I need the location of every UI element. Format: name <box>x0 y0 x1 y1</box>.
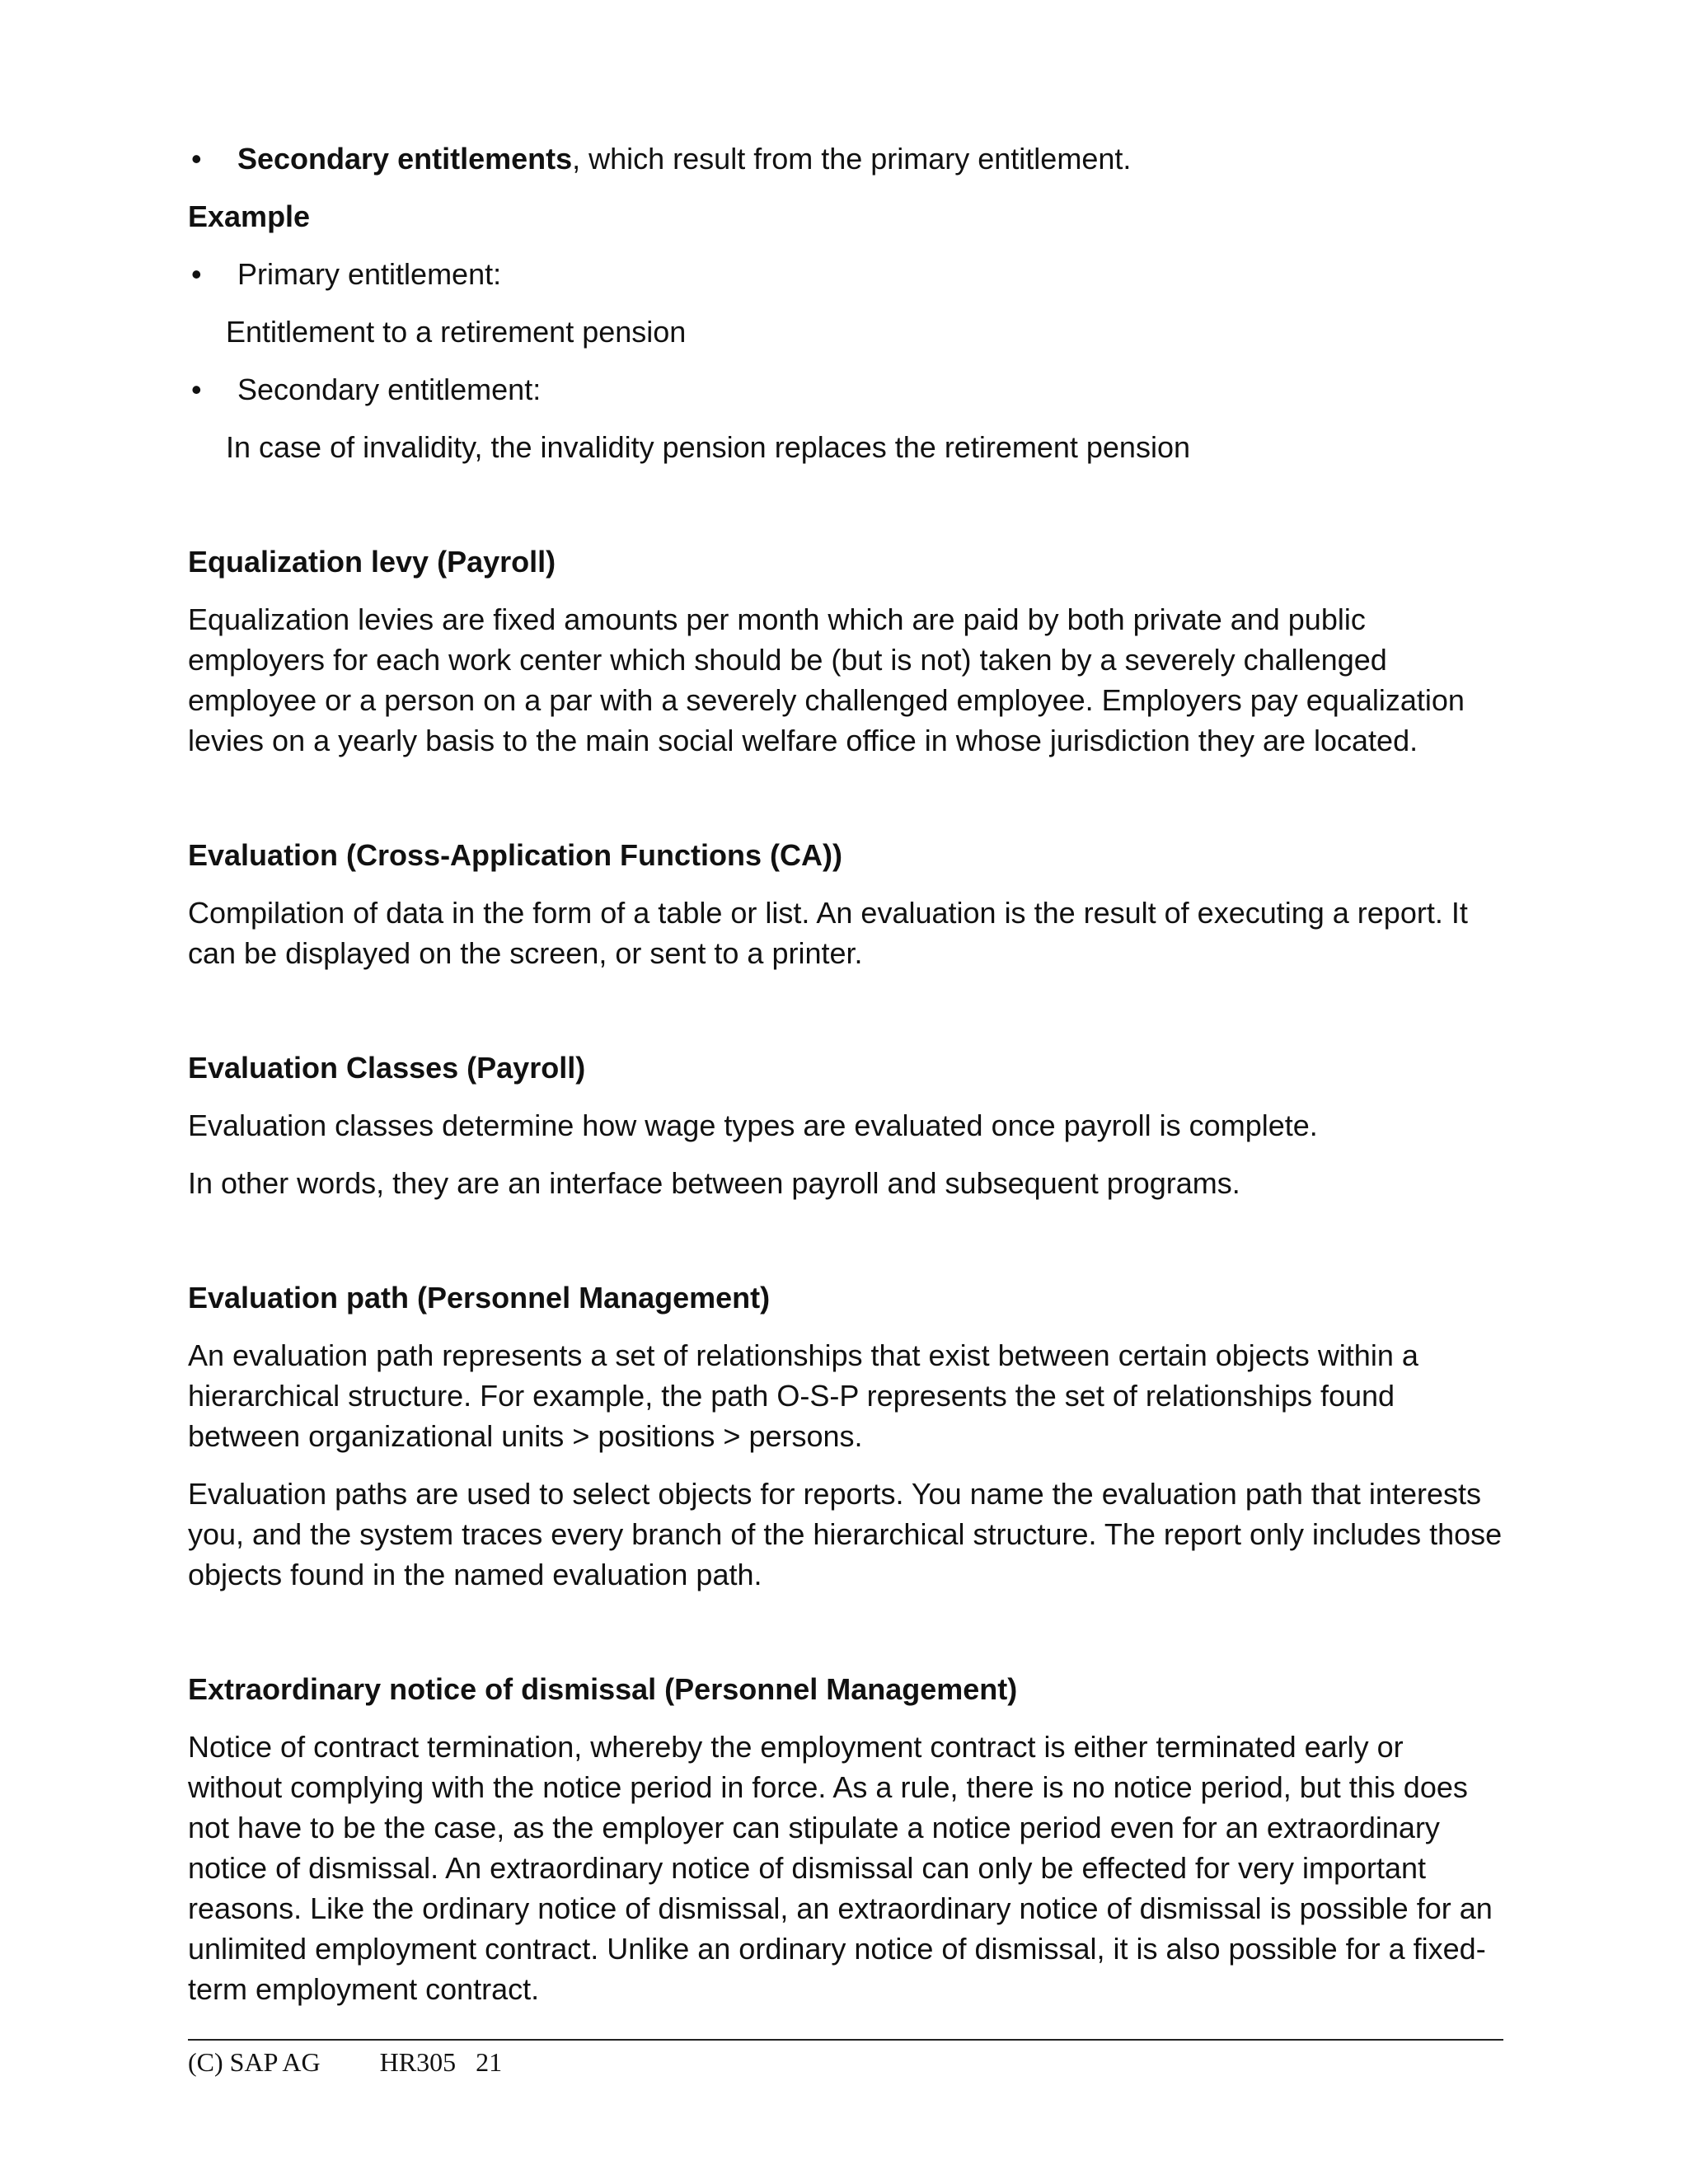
bullet-icon: • <box>191 257 202 291</box>
footer-copyright: (C) SAP AG <box>188 2047 321 2077</box>
footer-course-code: HR305 <box>379 2047 457 2077</box>
primary-entitlement-label: Primary entitlement: <box>237 257 502 291</box>
section-heading: Extraordinary notice of dismissal (Personnel Management) <box>188 1672 1018 1706</box>
section-paragraph: Compilation of data in the form of a table or list. An evaluation is the result of executing a report. It can be displayed on the screen, or sent to a printer. <box>188 896 1468 970</box>
bullet-secondary-entitlement <box>188 369 1503 410</box>
section-paragraph: In other words, they are an interface between payroll and subsequent programs. <box>188 1166 1240 1200</box>
bullet-primary-entitlement <box>188 254 1503 294</box>
footer-page-number: 21 <box>476 2047 503 2077</box>
page-footer <box>188 2039 1503 2079</box>
section-paragraph: Notice of contract termination, whereby the employment contract is either terminated early or without complying with the notice period in force. As a rule, there is no notice period, but this does not have to be the case, as the employer can stipulate a notice period even for an extraordinary notice of dismissal. An extraordinary notice of dismissal can only be effected for very important reasons. Like the ordinary notice of dismissal, an extraordinary notice of dismissal is possible for an unlimited employment contract. Unlike an ordinary notice of dismissal, it is also possible for a fixed-term employment contract. <box>188 1730 1493 2006</box>
term-secondary-entitlements: Secondary entitlements <box>237 142 573 176</box>
bullet-secondary-entitlements <box>188 138 1503 179</box>
secondary-entitlement-label: Secondary entitlement: <box>237 373 542 406</box>
section-paragraph: Equalization levies are fixed amounts per month which are paid by both private and public employers for each work center which should be (but is not) taken by a severely challenged employee or a person on a par with a severely challenged employee. Employers pay equalization levies on a yearly basis to the main social welfare office in whose jurisdiction they are located. <box>188 602 1465 757</box>
secondary-entitlements-text: , which result from the primary entitlement. <box>572 142 1132 176</box>
section-heading: Evaluation path (Personnel Management) <box>188 1281 771 1315</box>
document-page <box>188 138 1503 2009</box>
primary-entitlement-text: Entitlement to a retirement pension <box>226 315 687 349</box>
bullet-icon: • <box>191 142 202 176</box>
section-paragraph: Evaluation classes determine how wage types are evaluated once payroll is complete. <box>188 1108 1318 1142</box>
section-paragraph: An evaluation path represents a set of relationships that exist between certain objects within a hierarchical structure. For example, the path O-S-P represents the set of relationships found between organizational units > positions > persons. <box>188 1338 1418 1453</box>
section-paragraph: Evaluation paths are used to select objects for reports. You name the evaluation path that interests you, and the system traces every branch of the hierarchical structure. The report only includes those objects found in the named evaluation path. <box>188 1477 1503 1591</box>
bullet-icon: • <box>191 373 202 406</box>
section-heading: Evaluation Classes (Payroll) <box>188 1051 586 1085</box>
section-heading: Evaluation (Cross-Application Functions (CA)) <box>188 838 843 872</box>
secondary-entitlement-text: In case of invalidity, the invalidity pension replaces the retirement pension <box>226 430 1190 464</box>
example-heading: Example <box>188 199 311 233</box>
section-heading: Equalization levy (Payroll) <box>188 545 556 579</box>
